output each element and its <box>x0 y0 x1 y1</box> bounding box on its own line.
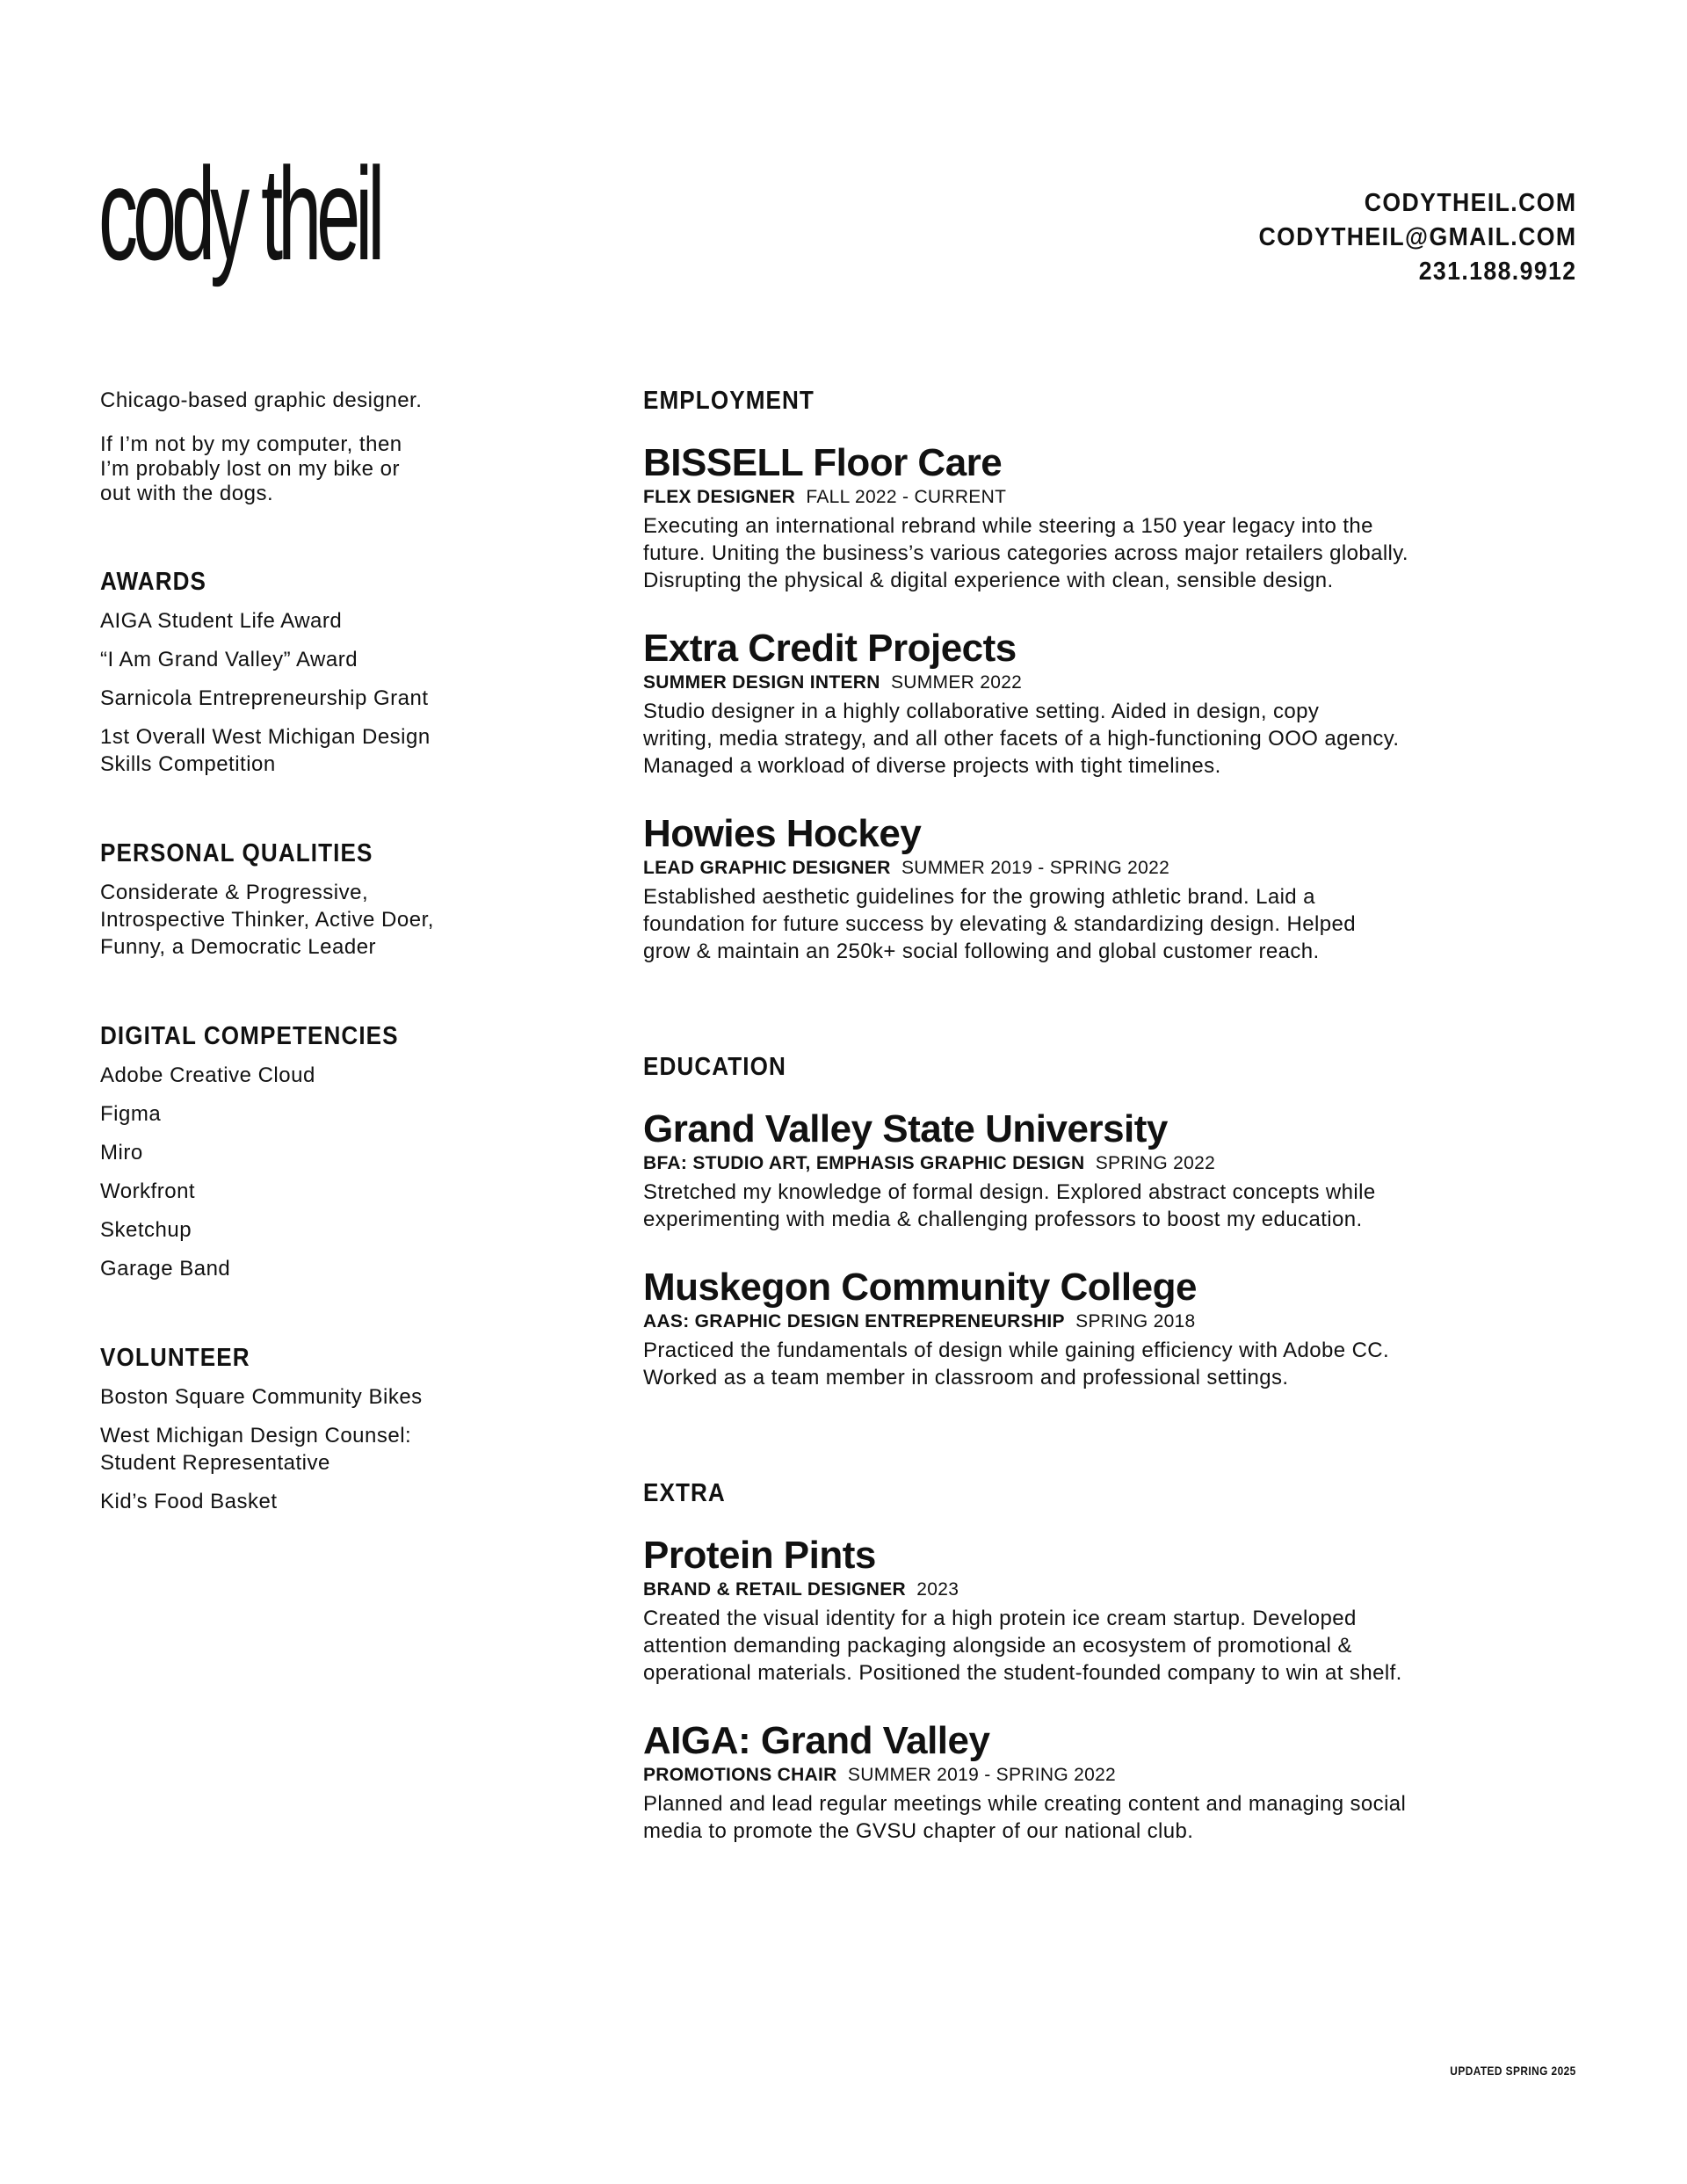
education-section <box>643 1053 1592 1391</box>
entry-meta <box>643 857 1592 880</box>
updated-note: UPDATED SPRING 2025 <box>1450 2064 1576 2078</box>
intro-line: Chicago-based graphic designer. <box>100 388 423 412</box>
employment-section <box>643 387 1592 965</box>
section-title: DIGITAL COMPETENCIES <box>100 1022 399 1050</box>
left-column <box>100 388 592 1515</box>
resume-name: cody theil <box>98 140 380 287</box>
entry-dates: SPRING 2022 <box>1095 1153 1216 1173</box>
entry-dates: SUMMER 2022 <box>890 672 1023 693</box>
volunteer-section <box>100 1344 592 1515</box>
list-item: Adobe Creative Cloud <box>100 1063 315 1087</box>
awards-section <box>100 568 592 778</box>
list-item: AIGA Student Life Award <box>100 609 343 633</box>
extra-section <box>643 1479 1592 1845</box>
entry-meta <box>643 1764 1592 1787</box>
entry-role: PROMOTIONS CHAIR <box>643 1765 837 1785</box>
qualities-text: Considerate & Progressive, Introspective Thinker, Active Doer, Funny, a Democratic Leader <box>100 881 434 959</box>
section-title: EMPLOYMENT <box>643 387 815 415</box>
list-item: 1st Overall West Michigan Design Skills Competition <box>100 725 431 776</box>
list-item: “I Am Grand Valley” Award <box>100 648 358 671</box>
section-title: EDUCATION <box>643 1053 786 1081</box>
email-text: CODYTHEIL@GMAIL.COM <box>1257 223 1576 251</box>
entry-title: Extra Credit Projects <box>643 627 1017 670</box>
entry <box>643 1107 1592 1233</box>
qualities-section <box>100 839 592 961</box>
contact-block <box>1231 186 1576 289</box>
entry-role: SUMMER DESIGN INTERN <box>643 672 880 693</box>
intro-paragraph: If I’m not by my computer, then I’m probably lost on my bike or out with the dogs. <box>100 432 402 505</box>
entry-meta <box>643 1152 1592 1175</box>
list-item: Workfront <box>100 1179 196 1203</box>
entry-description: Practiced the fundamentals of design while gaining efficiency with Adobe CC. Worked as a team member in classroom and professional settings. <box>643 1339 1390 1389</box>
list-item: Boston Square Community Bikes <box>100 1385 423 1409</box>
entry-role: BRAND & RETAIL DESIGNER <box>643 1579 906 1600</box>
entry <box>643 440 1592 594</box>
entry-description: Executing an international rebrand while steering a 150 year legacy into the future. Uniting the business’s various categories across major retailers globally. Disrupting the physical & digital experience with clean, sensible design. <box>643 514 1408 592</box>
entry-meta <box>643 671 1592 694</box>
entry-dates: FALL 2022 - CURRENT <box>806 487 1007 507</box>
competencies-section <box>100 1022 592 1282</box>
entry-dates: 2023 <box>916 1579 959 1600</box>
entry-title: Muskegon Community College <box>643 1266 1197 1309</box>
entry-description: Established aesthetic guidelines for the growing athletic brand. Laid a foundation for future success by elevating & standardizing design. Helped grow & maintain an 250k+ social following and global customer reach. <box>643 885 1357 963</box>
section-title: AWARDS <box>100 568 207 596</box>
entry-title: AIGA: Grand Valley <box>643 1719 990 1762</box>
phone-text: 231.188.9912 <box>1418 258 1576 286</box>
entry-description: Studio designer in a highly collaborative setting. Aided in design, copy writing, media strategy, and all other facets of a high-functioning OOO agency. Managed a workload of diverse projects with tight timelines. <box>643 700 1400 778</box>
list-item: Kid’s Food Basket <box>100 1490 278 1513</box>
entry-role: AAS: GRAPHIC DESIGN ENTREPRENEURSHIP <box>643 1311 1065 1331</box>
entry <box>643 1718 1592 1845</box>
entry-description: Created the visual identity for a high protein ice cream startup. Developed attention demanding packaging alongside an ecosystem of promotional & operational materials. Positioned the student-founded company to win at shelf. <box>643 1607 1402 1685</box>
entry-role: LEAD GRAPHIC DESIGNER <box>643 858 891 878</box>
section-title: EXTRA <box>643 1479 726 1507</box>
entry <box>643 626 1592 780</box>
entry-title: Protein Pints <box>643 1534 876 1577</box>
entry-meta <box>643 1578 1592 1601</box>
section-title: PERSONAL QUALITIES <box>100 839 373 867</box>
entry-description: Stretched my knowledge of formal design. Explored abstract concepts while experimenting with media & challenging professors to boost my education. <box>643 1180 1376 1231</box>
entry-meta <box>643 486 1592 509</box>
entry <box>643 811 1592 965</box>
entry <box>643 1265 1592 1391</box>
list-item: Sarnicola Entrepreneurship Grant <box>100 686 429 710</box>
entry <box>643 1533 1592 1687</box>
list-item: Miro <box>100 1141 143 1165</box>
entry-title: Grand Valley State University <box>643 1107 1168 1150</box>
website-text: CODYTHEIL.COM <box>1364 189 1576 217</box>
right-column <box>643 387 1592 1845</box>
list-item: West Michigan Design Counsel: Student Representative <box>100 1424 412 1475</box>
list-item: Sketchup <box>100 1218 192 1242</box>
entry-dates: SUMMER 2019 - SPRING 2022 <box>901 858 1170 878</box>
entry-dates: SPRING 2018 <box>1075 1311 1196 1331</box>
list-item: Garage Band <box>100 1257 231 1281</box>
intro <box>100 388 592 506</box>
entry-description: Planned and lead regular meetings while creating content and managing social media to promote the GVSU chapter of our national club. <box>643 1792 1407 1843</box>
entry-dates: SUMMER 2019 - SPRING 2022 <box>847 1765 1117 1785</box>
list-item: Figma <box>100 1102 162 1126</box>
entry-role: BFA: STUDIO ART, EMPHASIS GRAPHIC DESIGN <box>643 1153 1085 1173</box>
entry-title: Howies Hockey <box>643 812 922 855</box>
entry-title: BISSELL Floor Care <box>643 441 1003 484</box>
entry-meta <box>643 1310 1592 1333</box>
entry-role: FLEX DESIGNER <box>643 487 796 507</box>
section-title: VOLUNTEER <box>100 1344 250 1372</box>
